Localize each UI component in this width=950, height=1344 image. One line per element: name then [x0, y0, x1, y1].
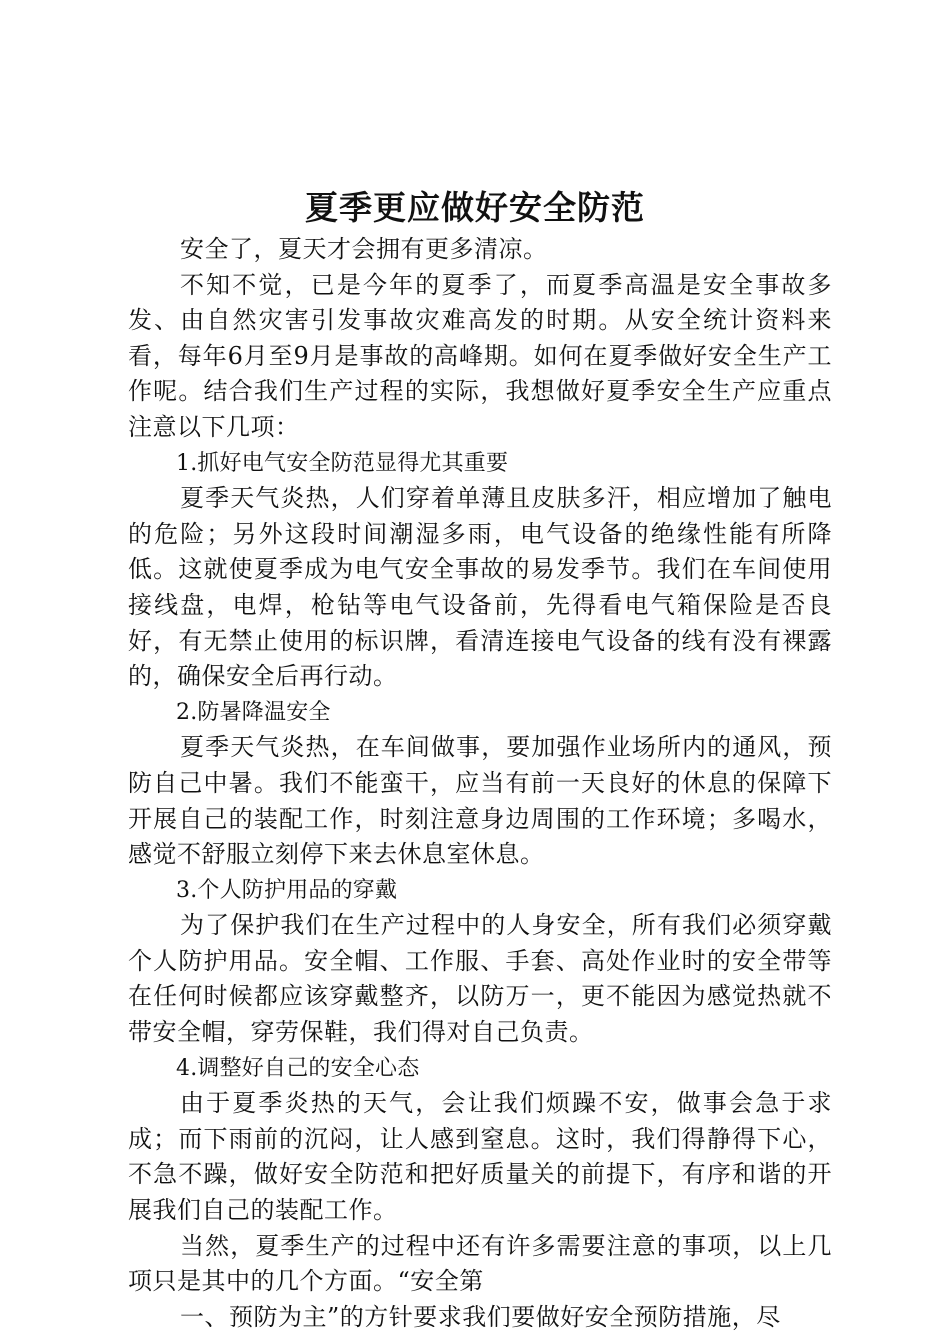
paragraph-mindset: 由于夏季炎热的天气，会让我们烦躁不安，做事会急于求成；而下雨前的沉闷，让人感到窒息。这时，我们得静得下心，不急不躁，做好安全防范和把好质量关的前提下，有序和谐的开展我们自己的装配工作。 — [128, 1089, 832, 1225]
paragraph-overview: 不知不觉，已是今年的夏季了，而夏季高温是安全事故多发、由自然灾害引发事故灾难高发的时期。从安全统计资料来看，每年6月至9月是事故的高峰期。如何在夏季做好安全生产工作呢。结合我们生产过程的实际，我想做好夏季安全生产应重点注意以下几项： — [128, 270, 832, 441]
document-body — [128, 232, 832, 1335]
paragraph-intro: 安全了，夏天才会拥有更多清凉。 — [180, 235, 548, 263]
paragraph-heatstroke: 夏季天气炎热，在车间做事，要加强作业场所内的通风，预防自己中暑。我们不能蛮干，应当有前一天良好的休息的保障下开展自己的装配工作，时刻注意身边周围的工作环境；多喝水，感觉不舒服立刻停下来去休息室休息。 — [128, 733, 832, 869]
paragraph-continuation: 一、预防为主”的方针要求我们要做好安全预防措施，尽 — [180, 1302, 781, 1331]
section-heading-2: 2.防暑降温安全 — [176, 699, 331, 725]
paragraph-protective-gear: 为了保护我们在生产过程中的人身安全，所有我们必须穿戴个人防护用品。安全帽、工作服、手套、高处作业时的安全带等在任何时候都应该穿戴整齐，以防万一，更不能因为感觉热就不带安全帽，穿劳保鞋，我们得对自己负责。 — [128, 911, 832, 1047]
section-heading-3: 3.个人防护用品的穿戴 — [176, 877, 398, 903]
section-heading-4: 4.调整好自己的安全心态 — [176, 1055, 420, 1081]
paragraph-conclusion: 当然，夏季生产的过程中还有许多需要注意的事项，以上几项只是其中的几个方面。“安全第 — [128, 1231, 832, 1296]
section-heading-1: 1.抓好电气安全防范显得尤其重要 — [176, 450, 509, 476]
document-title: 夏季更应做好安全防范 — [305, 188, 645, 227]
paragraph-electrical-safety: 夏季天气炎热，人们穿着单薄且皮肤多汗，相应增加了触电的危险；另外这段时间潮湿多雨，电气设备的绝缘性能有所降低。这就使夏季成为电气安全事故的易发季节。我们在车间使用接线盘，电焊，枪钻等电气设备前，先得看电气箱保险是否良好，有无禁止使用的标识牌，看清连接电气设备的线有没有裸露的，确保安全后再行动。 — [128, 484, 832, 691]
